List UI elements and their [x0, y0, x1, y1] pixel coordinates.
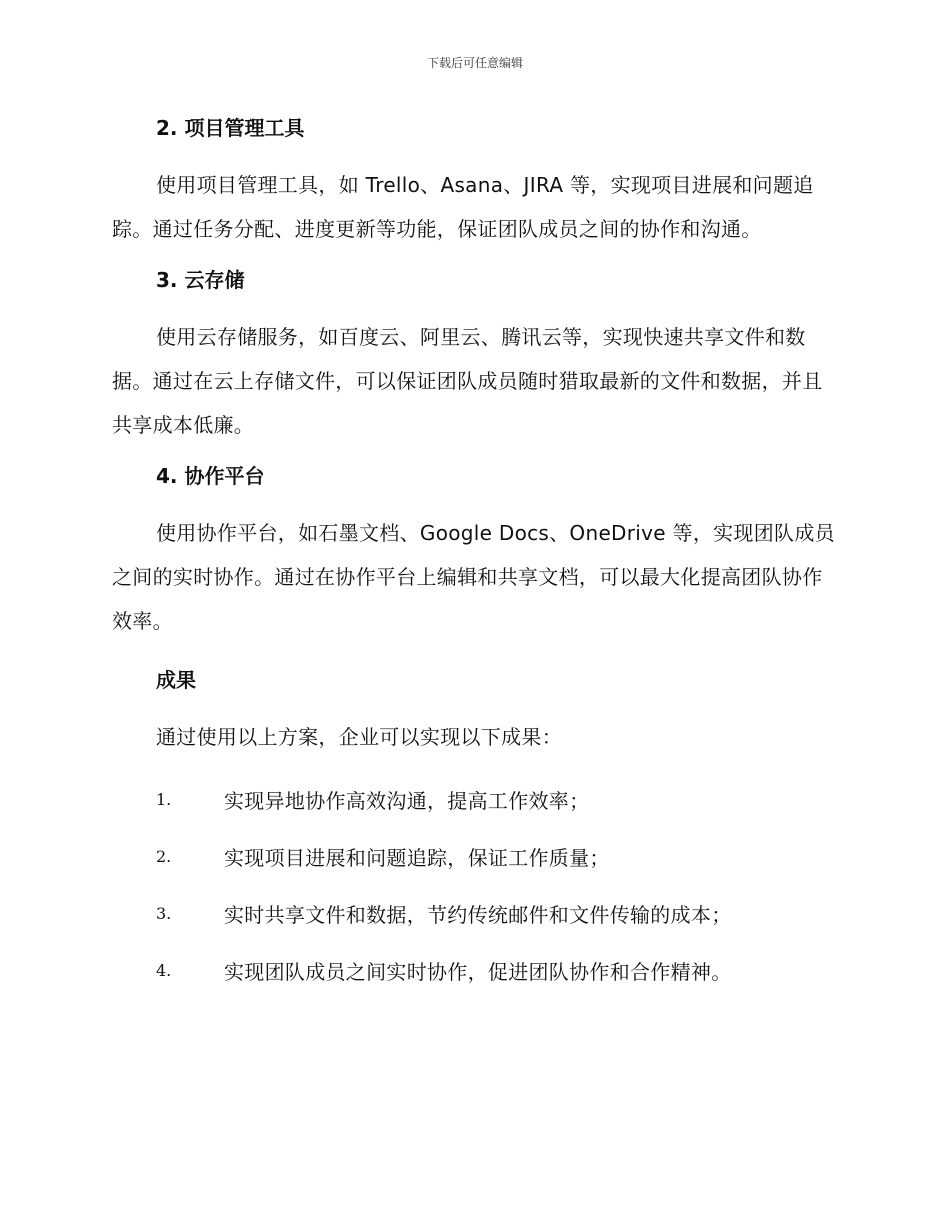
list-item-text: 实时共享文件和数据，节约传统邮件和文件传输的成本；	[224, 903, 732, 927]
list-item-text: 实现项目进展和问题追踪，保证工作质量；	[224, 846, 610, 870]
section-heading-cloud-storage: 3. 云存储	[156, 268, 245, 292]
list-item-number: 3.	[156, 904, 172, 923]
section-heading-project-tools: 2. 项目管理工具	[156, 116, 305, 140]
list-item-text: 实现异地协作高效沟通，提高工作效率；	[224, 789, 590, 813]
list-item-number: 1.	[156, 790, 172, 809]
list-item-number: 4.	[156, 961, 172, 980]
list-item-number: 2.	[156, 847, 172, 866]
section-body-cloud-storage: 使用云存储服务，如百度云、阿里云、腾讯云等，实现快速共享文件和数据。通过在云上存储文件，可以保证团队成员随时猎取最新的文件和数据，并且共享成本低廉。	[112, 325, 823, 437]
list-item-text: 实现团队成员之间实时协作，促进团队协作和合作精神。	[224, 960, 732, 984]
list-item	[112, 942, 838, 999]
section-body-project-tools: 使用项目管理工具，如 Trello、Asana、JIRA 等，实现项目进展和问题追踪。通过任务分配、进度更新等功能，保证团队成员之间的协作和沟通。	[112, 173, 814, 241]
results-list	[112, 771, 838, 999]
results-intro: 通过使用以上方案，企业可以实现以下成果：	[156, 725, 562, 749]
list-item	[112, 771, 838, 828]
section-heading-collab-platform: 4. 协作平台	[156, 464, 265, 488]
running-header: 下载后可任意编辑	[426, 56, 523, 70]
section-heading-results: 成果	[156, 668, 196, 692]
document-body	[112, 108, 838, 999]
list-item	[112, 885, 838, 942]
list-item	[112, 828, 838, 885]
section-body-collab-platform: 使用协作平台，如石墨文档、Google Docs、OneDrive 等，实现团队成员之间的实时协作。通过在协作平台上编辑和共享文档，可以最大化提高团队协作效率。	[112, 521, 835, 633]
